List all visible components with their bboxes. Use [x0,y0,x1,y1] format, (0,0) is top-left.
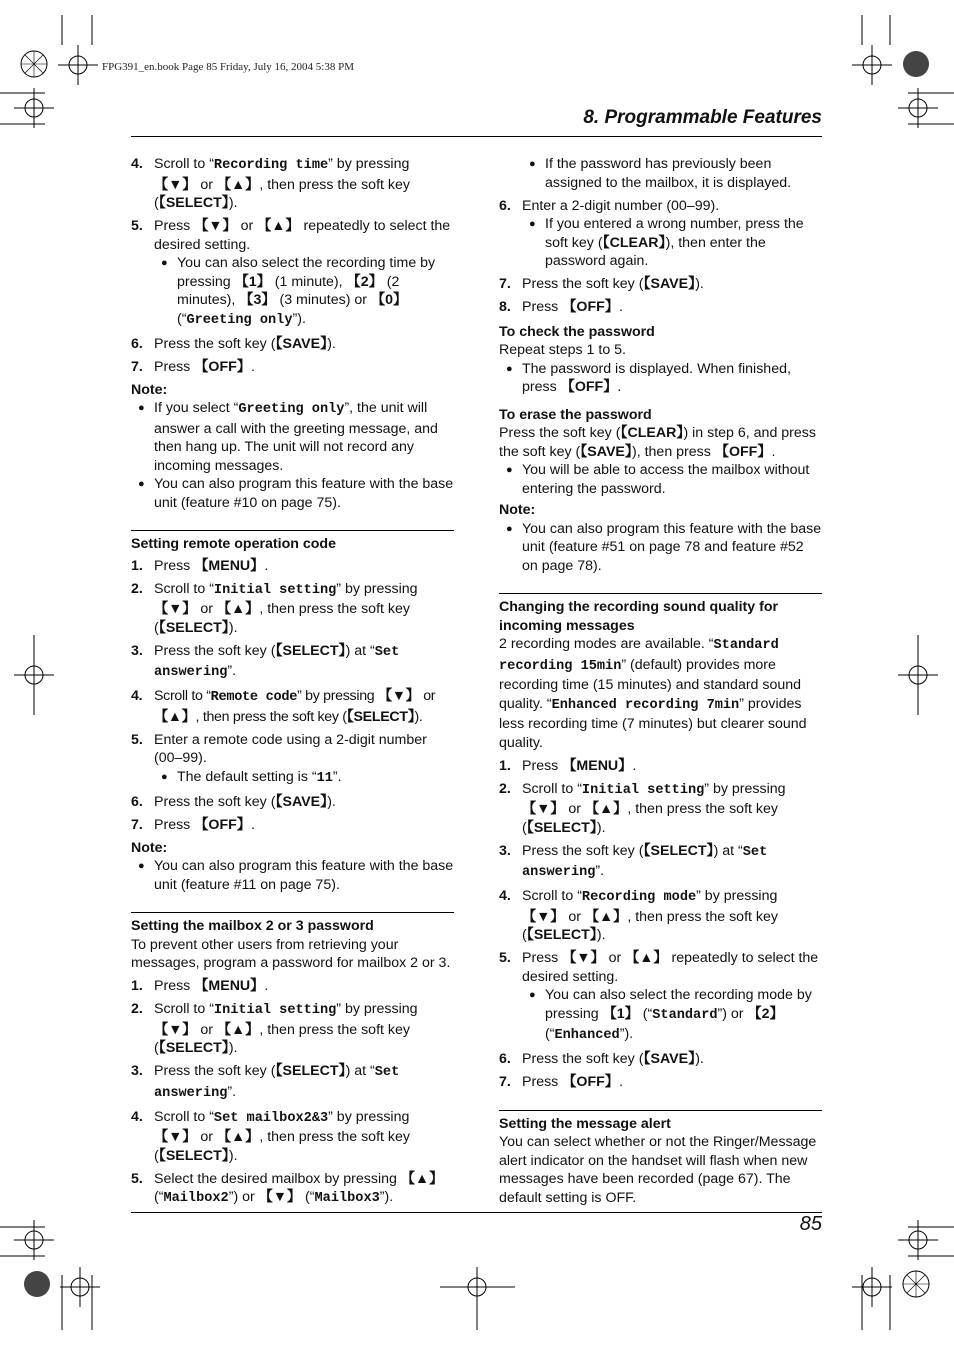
note-label: Note: [131,381,168,398]
bullet-icon: ● [529,158,536,170]
step-7: 7. Press 【OFF】. [131,816,255,833]
paragraph: Press the soft key (【CLEAR】) in step 6, and press the soft key (【SAVE】), then press 【OFF】. [499,425,816,460]
step-2: 2. Scroll to “Initial setting” by pressing 【▼】 or 【▲】, then press the soft key (【SELECT】). [131,580,418,636]
paragraph: You can select whether or not the Ringer/Message alert indicator on the handset will flash when new messages have been recorded (page 67). The default setting is OFF. [499,1134,817,1206]
step-7: 7. Press the soft key (【SAVE】). [499,276,704,292]
step-4: 4. Scroll to “Recording time” by pressing 【▼】 or 【▲】, then press the soft key (【SELECT】). [131,156,410,211]
bullet-icon: ● [506,522,513,535]
step-3: 3. Press the soft key (【SELECT】) at “Set answering”. [499,842,768,880]
section-rule [499,593,822,594]
step-5-bullet: ● You can also select the recording mode by pressing 【1】 (“Standard”) or 【2】 (“Enhanced”). [529,987,812,1043]
bullet-icon: ● [529,218,536,230]
note-bullet: ● You can also program this feature with the base unit (feature #10 on page 75). [138,476,454,511]
section-intro: 2 recording modes are available. “Standard recording 15min” (default) provides more recording time (15 minutes) and standard sound quality. “Enhanced recording 7min” provides less recording time (7 minutes) but clearer sound quality. [499,636,807,751]
step-4: 4. Scroll to “Remote code” by pressing 【▼】 or 【▲】, then press the soft key (【SELECT】). [131,688,436,725]
bullet-icon: ● [138,402,145,414]
section-rule [131,530,454,531]
section-intro: To prevent other users from retrieving your messages, program a password for mailbox 2 or 3. [131,936,451,971]
step-5-bullet: ● You can also select the recording time by pressing 【1】 (1 minute), 【2】 (2 minutes), 【3】 (3 minutes) or 【0】 (“Greeting only”). [161,255,436,328]
bullet-icon: ● [506,464,513,476]
page-number: 85 [799,1213,822,1235]
step-5: 5. Press 【▼】 or 【▲】 repeatedly to select the desired setting. [131,218,451,253]
step-1: 1. Press 【MENU】. [499,757,637,774]
bullet: ● If the password has previously been assigned to the mailbox, it is displayed. [529,156,792,191]
bullet-icon: ● [138,478,145,490]
left-column [131,155,454,1213]
step-3: 3. Press the soft key (【SELECT】) at “Set answering”. [131,1063,400,1101]
step-4: 4. Scroll to “Set mailbox2&3” by pressing 【▼】 or 【▲】, then press the soft key (【SELECT】). [131,1108,410,1164]
note-bullet: ● You can also program this feature with the base unit (feature #11 on page 75). [138,858,454,893]
note-bullet: ● You can also program this feature with the base unit (feature #51 on page 78 and feature #52 on page 78). [506,520,822,574]
header-rule [131,136,822,137]
footer-rule [131,1212,822,1213]
bullet-icon: ● [161,257,168,269]
step-5-bullet: ● The default setting is “11”. [161,768,342,786]
note-label: Note: [131,839,168,856]
note-label: Note: [499,502,536,518]
section-title: Setting the message alert [499,1115,671,1132]
subheading: To check the password [499,323,655,340]
bullet-icon: ● [529,989,536,1001]
section-title: Changing the recording sound quality for incoming messages [499,599,779,634]
note-bullet: ● If you select “Greeting only”, the unit will answer a call with the greeting message, and then hang up. The unit will not record any incoming messages. [138,400,438,474]
step-2: 2. Scroll to “Initial setting” by pressing 【▼】 or 【▲】, then press the soft key (【SELECT】). [131,1001,418,1056]
step-7: 7. Press 【OFF】. [131,358,255,375]
section-rule [499,1110,822,1111]
file-meta: FPG391_en.book Page 85 Friday, July 16, 2004 5:38 PM [102,61,354,73]
section-title: Setting remote operation code [131,536,336,552]
step-7: 7. Press 【OFF】. [499,1074,623,1090]
step-5: 5. Select the desired mailbox by pressing 【▲】 (“Mailbox2”) or 【▼】 (“Mailbox3”). [131,1170,444,1206]
step-3: 3. Press the soft key (【SELECT】) at “Set answering”. [131,642,400,680]
step-6: 6. Press the soft key (【SAVE】). [131,335,336,352]
step-4: 4. Scroll to “Recording mode” by pressing 【▼】 or 【▲】, then press the soft key (【SELECT】). [499,888,778,943]
right-column [499,155,822,1207]
paragraph: Repeat steps 1 to 5. [499,342,626,358]
bullet: ● You will be able to access the mailbox without entering the password. [506,462,810,497]
bullet-icon: ● [161,770,168,783]
section-title: Setting the mailbox 2 or 3 password [131,918,374,934]
step-1: 1. Press 【MENU】. [131,978,269,994]
section-rule [131,912,454,913]
step-6: 6. Press the soft key (【SAVE】). [499,1051,704,1067]
bullet-icon: ● [506,362,513,375]
bullet: ● The password is displayed. When finished, press 【OFF】. [506,360,791,395]
step-5: 5. Enter a remote code using a 2-digit number (00–99). [131,731,427,766]
step-6-bullet: ● If you entered a wrong number, press the soft key (【CLEAR】), then enter the password again. [529,216,804,269]
subheading: To erase the password [499,406,652,423]
step-6: 6. Press the soft key (【SAVE】). [131,793,336,810]
step-8: 8. Press 【OFF】. [499,299,623,315]
step-6: 6. Enter a 2-digit number (00–99). [499,197,720,214]
step-1: 1. Press 【MENU】. [131,557,269,574]
chapter-title: 8. Programmable Features [583,107,822,128]
bullet-icon: ● [138,860,145,872]
step-2: 2. Scroll to “Initial setting” by pressing 【▼】 or 【▲】, then press the soft key (【SELECT】). [499,780,786,836]
step-5: 5. Press 【▼】 or 【▲】 repeatedly to select the desired setting. [499,950,819,985]
